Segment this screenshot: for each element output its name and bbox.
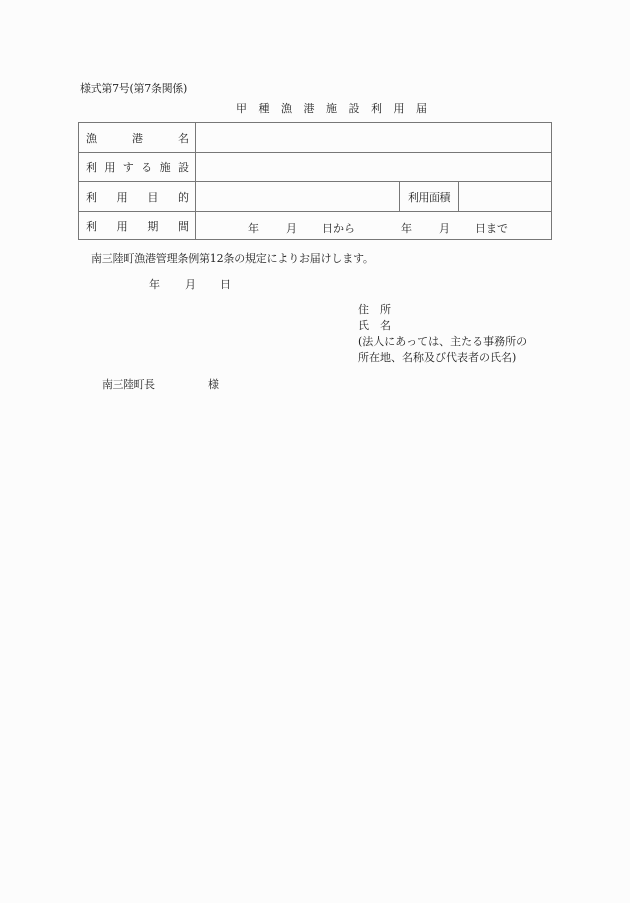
label-char: 用 bbox=[116, 220, 128, 233]
address-label: 住 所 bbox=[358, 303, 391, 316]
label-char: 間 bbox=[177, 220, 189, 233]
label-char: 利 bbox=[86, 220, 97, 233]
label-char: 港 bbox=[132, 131, 143, 145]
date-month: 月 bbox=[185, 278, 196, 291]
label-char: 用 bbox=[116, 190, 128, 204]
period-to-month: 月 bbox=[439, 222, 450, 235]
table-row-port-name bbox=[79, 123, 551, 153]
label-char: 期 bbox=[147, 220, 159, 233]
label-char: 利 bbox=[86, 190, 97, 204]
label-usage-area: 利用面積 bbox=[400, 182, 459, 211]
form-number: 様式第7号(第7条関係) bbox=[80, 82, 187, 95]
label-purpose bbox=[79, 182, 196, 211]
label-port-name bbox=[79, 123, 196, 152]
addressee-honorific: 様 bbox=[208, 378, 219, 391]
period-to-year: 年 bbox=[401, 222, 412, 235]
table-row-purpose bbox=[79, 182, 551, 212]
name-label: 氏 名 bbox=[358, 319, 391, 332]
label-char: す bbox=[122, 161, 134, 174]
label-char: 目 bbox=[147, 190, 159, 204]
label-char: 利 bbox=[86, 161, 97, 174]
period-from-day: 日から bbox=[322, 222, 355, 235]
period-from-year: 年 bbox=[248, 222, 259, 235]
table-row-period bbox=[79, 212, 551, 240]
period-from-month: 月 bbox=[286, 222, 297, 235]
label-char: 施 bbox=[159, 161, 171, 174]
label-facility bbox=[79, 153, 196, 181]
table-row-facility bbox=[79, 153, 551, 182]
port-name-field[interactable] bbox=[196, 123, 551, 152]
period-to-day: 日まで bbox=[475, 222, 508, 235]
label-char: 漁 bbox=[86, 131, 97, 145]
period-field[interactable] bbox=[196, 212, 551, 240]
applicant-block bbox=[358, 302, 527, 366]
label-char: 名 bbox=[178, 131, 189, 145]
facility-field[interactable] bbox=[196, 153, 551, 181]
label-char: 用 bbox=[104, 161, 116, 174]
document-title: 甲 種 漁 港 施 設 利 用 届 bbox=[236, 102, 431, 115]
corporate-note-line1: (法人にあっては、主たる事務所の bbox=[358, 335, 528, 348]
application-form-table bbox=[78, 122, 552, 240]
date-day: 日 bbox=[220, 278, 231, 291]
statement-text: 南三陸町漁港管理条例第12条の規定によりお届けします。 bbox=[91, 252, 374, 265]
addressee-name: 南三陸町長 bbox=[102, 378, 155, 391]
purpose-field[interactable] bbox=[196, 182, 400, 211]
label-period bbox=[79, 212, 196, 240]
label-char: 設 bbox=[177, 161, 189, 174]
label-char: 的 bbox=[177, 190, 189, 204]
usage-area-field[interactable] bbox=[459, 182, 551, 211]
date-year: 年 bbox=[149, 278, 160, 291]
corporate-note-line2: 所在地、名称及び代表者の氏名) bbox=[358, 351, 517, 364]
label-char: る bbox=[141, 161, 153, 174]
